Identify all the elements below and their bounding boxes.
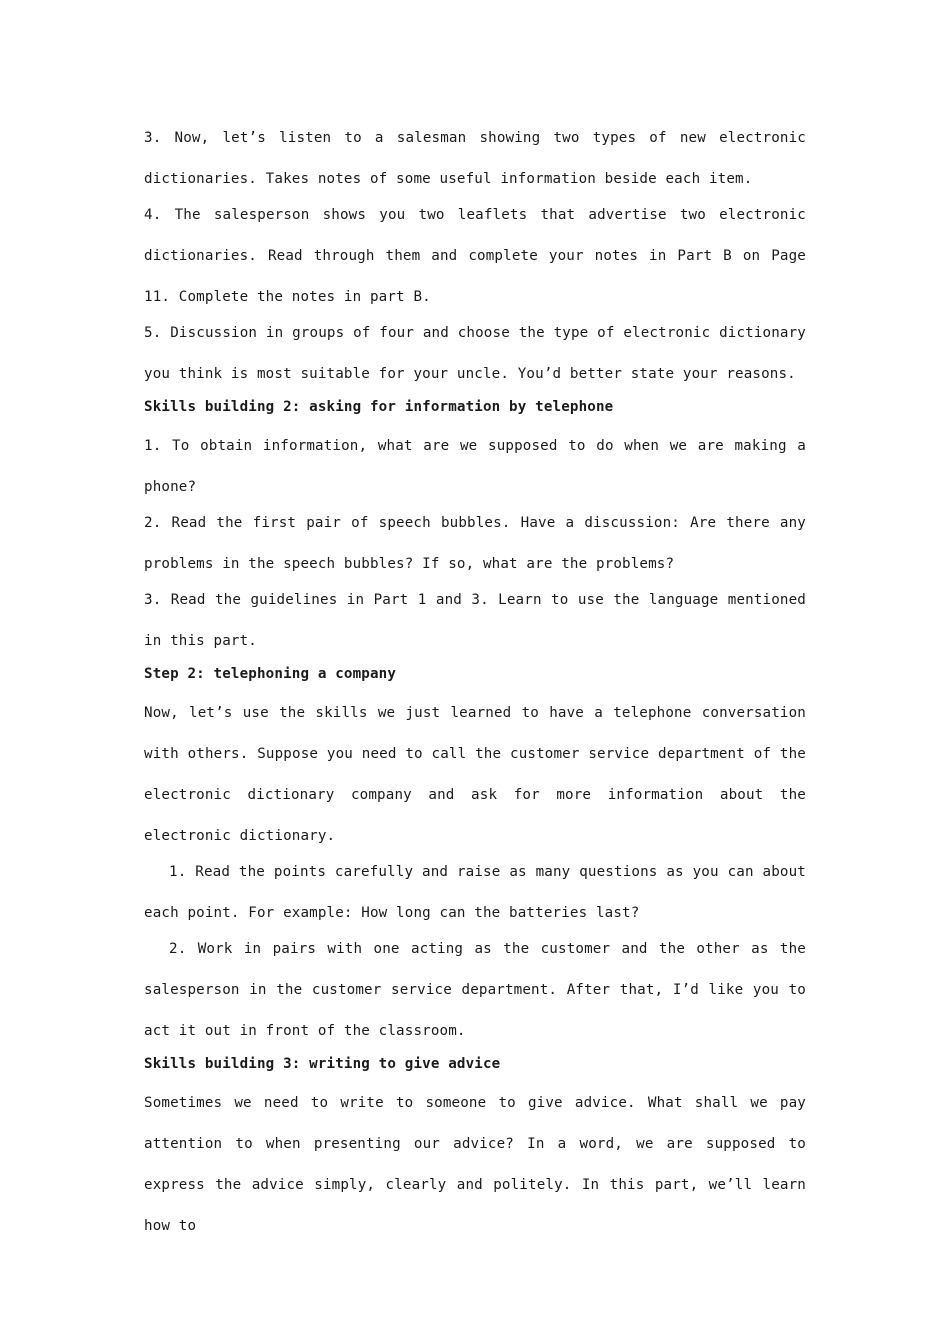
- document-page: [144, 118, 806, 1242]
- paragraph-speech-bubbles: 2. Read the first pair of speech bubbles. Have a discussion: Are there any problems in the speech bubbles? If so, what are the problems?: [144, 515, 806, 572]
- paragraph-obtain-information: 1. To obtain information, what are we supposed to do when we are making a phone?: [144, 438, 806, 495]
- paragraph-discussion: 5. Discussion in groups of four and choose the type of electronic dictionary you think is most suitable for your uncle. You’d better state your reasons.: [144, 325, 806, 382]
- paragraph-give-advice: Sometimes we need to write to someone to give advice. What shall we pay attention to when presenting our advice? In a word, we are supposed to express the advice simply, clearly and politely. In this part, we’ll learn how to: [144, 1095, 806, 1234]
- paragraph-listen-salesman: 3. Now, let’s listen to a salesman showing two types of new electronic dictionaries. Takes notes of some useful information beside each item.: [144, 130, 806, 187]
- heading-step-2: Step 2: telephoning a company: [144, 666, 397, 682]
- paragraph-guidelines: 3. Read the guidelines in Part 1 and 3. Learn to use the language mentioned in this part.: [144, 592, 806, 649]
- paragraph-work-in-pairs: 2. Work in pairs with one acting as the customer and the other as the salesperson in the customer service department. After that, I’d like you to act it out in front of the classroom.: [144, 941, 806, 1039]
- heading-skills-building-3: Skills building 3: writing to give advice: [144, 1056, 501, 1072]
- paragraph-leaflets: 4. The salesperson shows you two leaflets that advertise two electronic dictionaries. Read through them and complete your notes in Part B on Page 11. Complete the notes in part B.: [144, 207, 806, 305]
- paragraph-raise-questions: 1. Read the points carefully and raise as many questions as you can about each point. For example: How long can the batteries last?: [144, 864, 806, 921]
- paragraph-telephone-conversation: Now, let’s use the skills we just learned to have a telephone conversation with others. Suppose you need to call the customer service department of the electronic dictionary company and ask for more information about the electronic dictionary.: [144, 705, 806, 844]
- heading-skills-building-2: Skills building 2: asking for information by telephone: [144, 399, 614, 415]
